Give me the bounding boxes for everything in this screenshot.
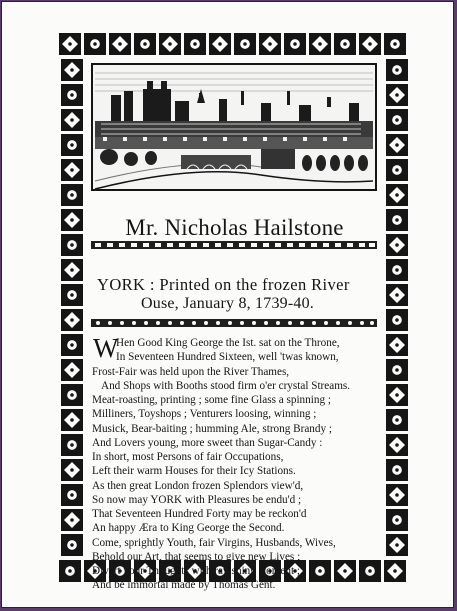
york-cityscape-woodcut — [91, 63, 377, 225]
border-ornament-tile — [61, 184, 83, 206]
poem-line: Musick, Bear-baiting ; humming Ale, strong Brandy ; — [92, 422, 332, 435]
document-page — [1, 1, 454, 608]
border-ornament-tile — [61, 359, 83, 381]
border-ornament-tile — [61, 534, 83, 556]
border-ornament-tile — [61, 509, 83, 531]
border-ornament-tile — [386, 284, 408, 306]
border-ornament-tile — [386, 259, 408, 281]
border-ornament-tile — [61, 284, 83, 306]
imprint-line-2: Ouse, January 8, 1739-40. — [141, 295, 314, 312]
border-ornament-tile — [61, 84, 83, 106]
poem-line: Frost-Fair was held upon the River Thames, — [92, 365, 290, 378]
border-ornament-tile — [61, 384, 83, 406]
poem-line: Hen Good King George the Ist. sat on the Throne, — [116, 337, 340, 349]
border-ornament-tile — [359, 33, 381, 55]
border-ornament-tile — [61, 309, 83, 331]
ornamental-border-top — [57, 29, 412, 59]
imprint-line-1: YORK : Printed on the frozen River — [97, 275, 350, 294]
border-ornament-tile — [134, 33, 156, 55]
poem-line: An happy Æra to King George the Second. — [92, 522, 285, 535]
poem-line: That Seventeen Hundred Forty may be reckon'd — [92, 508, 307, 520]
border-ornament-tile — [61, 159, 83, 181]
poem-line: And Shops with Booths stood firm o'er crystal Streams. — [101, 379, 351, 392]
border-ornament-tile — [259, 33, 281, 55]
border-ornament-tile — [61, 484, 83, 506]
border-ornament-tile — [61, 259, 83, 281]
poem-line: As then great London frozen Splendors view'd, — [92, 479, 304, 492]
border-ornament-tile — [309, 33, 331, 55]
border-ornament-tile — [386, 84, 408, 106]
border-ornament-tile — [209, 33, 231, 55]
poem-line: So now may YORK with Pleasures be endu'd ; — [92, 493, 302, 506]
border-ornament-tile — [61, 459, 83, 481]
poem-line: Left their warm Houses for their Icy Stations. — [92, 465, 296, 478]
border-ornament-tile — [61, 334, 83, 356]
border-ornament-tile — [61, 434, 83, 456]
poem-line: In short, most Persons of fair Occupations, — [92, 451, 284, 463]
poem-line: And Lovers young, more sweet than Sugar-Candy : — [92, 436, 323, 449]
border-ornament-tile — [234, 33, 256, 55]
poem-body — [92, 333, 390, 593]
ornamental-rule-top — [91, 241, 377, 249]
border-ornament-tile — [159, 33, 181, 55]
border-ornament-tile — [386, 309, 408, 331]
border-ornament-tile — [386, 134, 408, 156]
border-ornament-tile — [61, 409, 83, 431]
poem-line: Come, sprightly Youth, fair Virgins, Husbands, Wives, — [92, 536, 336, 549]
poem-line: Behold our Art, that seems to give new Lives ; — [92, 550, 301, 563]
broadside — [57, 29, 412, 592]
border-ornament-tile — [84, 33, 106, 55]
poem-line: Meat-roasting, printing ; some fine Glass a spinning ; — [92, 394, 331, 406]
ornamental-rule-bottom — [91, 319, 377, 327]
border-ornament-tile — [184, 33, 206, 55]
border-ornament-tile — [386, 59, 408, 81]
ornamental-border-left — [57, 29, 87, 585]
poem-line: Milliners, Toyshops ; Venturers loosing, winning ; — [92, 408, 317, 421]
border-ornament-tile — [109, 33, 131, 55]
broadside-title: Mr. Nicholas Hailstone — [125, 215, 344, 240]
border-ornament-tile — [334, 33, 356, 55]
border-ornament-tile — [61, 109, 83, 131]
poem-drop-cap: W — [93, 333, 119, 363]
poem-line: And be immortal made by Thomas Gent. — [92, 579, 276, 592]
border-ornament-tile — [386, 109, 408, 131]
poem-line: Divert your Thoughts with ravishing Content ; — [92, 565, 300, 577]
border-ornament-tile — [386, 184, 408, 206]
border-ornament-tile — [61, 59, 83, 81]
border-ornament-tile — [386, 159, 408, 181]
border-ornament-tile — [61, 134, 83, 156]
border-ornament-tile — [284, 33, 306, 55]
poem-line: In Seventeen Hundred Sixteen, well 'twas known, — [116, 351, 339, 364]
